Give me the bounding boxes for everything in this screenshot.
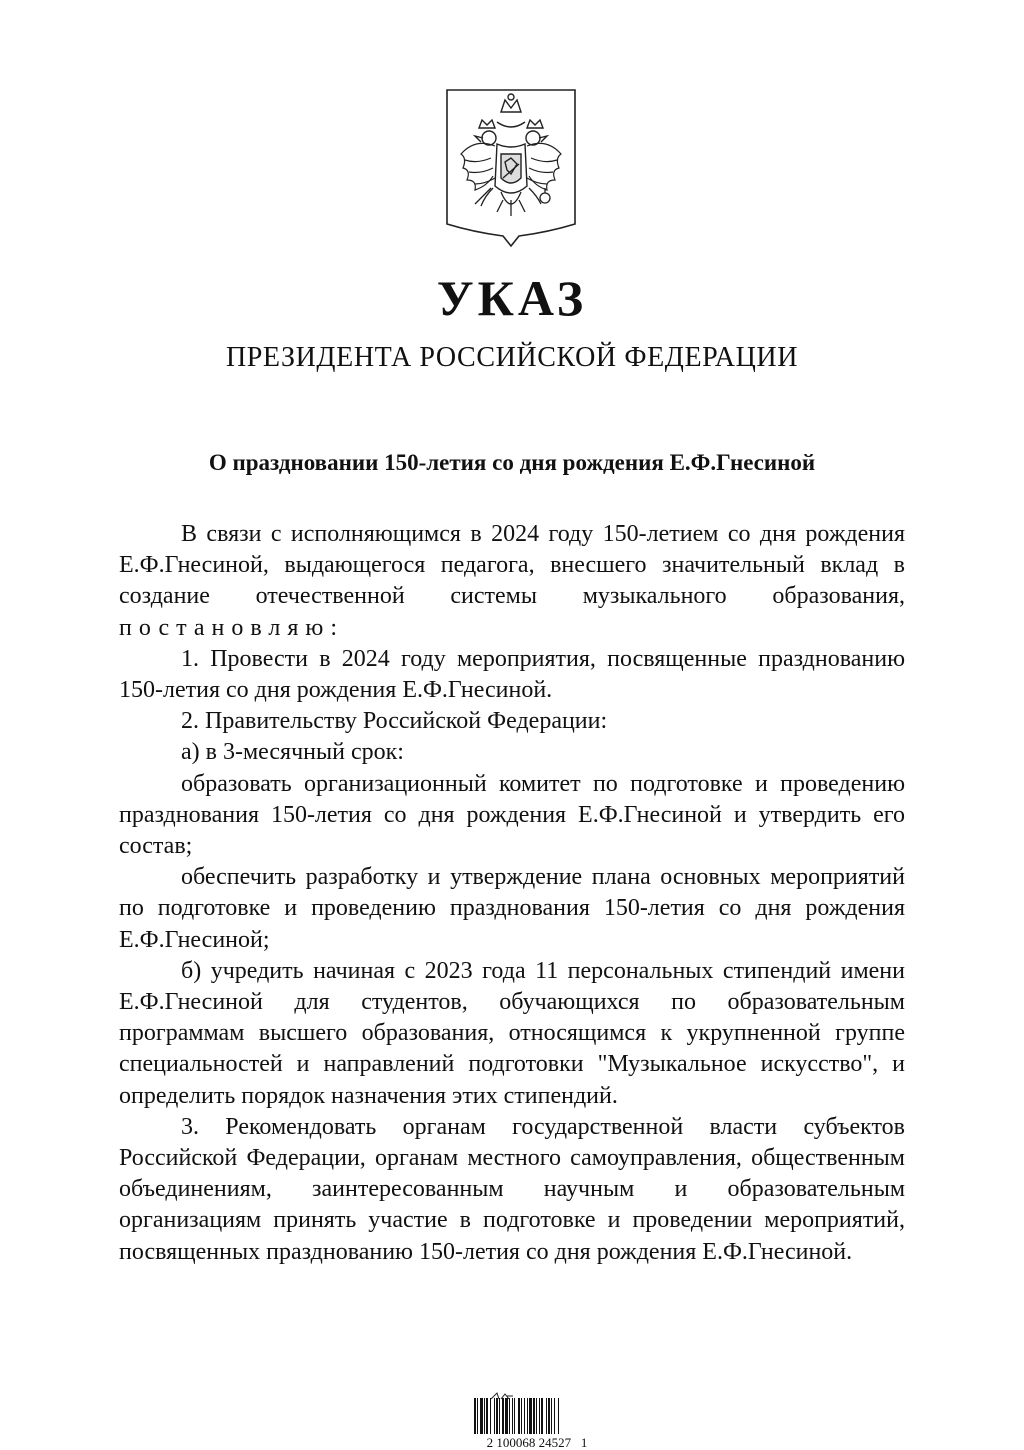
- document-title: УКАЗ: [436, 270, 588, 326]
- paragraph-2a: а) в 3-месячный срок:: [181, 739, 404, 766]
- decree-heading: О праздновании 150-летия со дня рождения Е.Ф.Гнесиной: [208, 450, 816, 475]
- decree-word: постановляю:: [119, 614, 344, 641]
- barcode-icon: [472, 1398, 604, 1434]
- decree-body: [119, 519, 905, 1268]
- barcode-mark-icon: [487, 1388, 517, 1398]
- barcode-number: 2 100068 24527 1: [486, 1435, 588, 1450]
- paragraph-2b: б) учредить начиная с 2023 года 11 персональных стипендий имени Е.Ф.Гнесиной для студентов, обучающихся по образовательным программам высшего образования, относящимся к укрупненной группе специальностей и направлений подготовки "Музыкальное искусство", и определить порядок назначения этих стипендий.: [119, 957, 905, 1109]
- coat-of-arms-icon: [445, 88, 577, 248]
- paragraph-2: 2. Правительству Российской Федерации:: [181, 708, 608, 735]
- document-subtitle: ПРЕЗИДЕНТА РОССИЙСКОЙ ФЕДЕРАЦИИ: [225, 342, 799, 373]
- intro-paragraph: [119, 519, 905, 644]
- paragraph-1: 1. Провести в 2024 году мероприятия, посвященные празднованию 150-летия со дня рождения Е.Ф.Гнесиной.: [119, 645, 905, 704]
- paragraph-2a-item-2: обеспечить разработку и утверждение плана основных мероприятий по подготовке и проведению празднования 150-летия со дня рождения Е.Ф.Гнесиной;: [119, 864, 905, 953]
- intro-text: В связи с исполняющимся в 2024 году 150-летием со дня рождения Е.Ф.Гнесиной, выдающегося педагога, внесшего значительный вклад в создание отечественной системы музыкального образования,: [119, 521, 905, 610]
- paragraph-3: 3. Рекомендовать органам государственной власти субъектов Российской Федерации, органам местного самоуправления, общественным объединениям, заинтересованным научным и образовательным организациям принять участие в подготовке и проведении мероприятий, посвященных празднованию 150-летия со дня рождения Е.Ф.Гнесиной.: [119, 1113, 905, 1265]
- paragraph-2a-item-1: образовать организационный комитет по подготовке и проведению празднования 150-летия со дня рождения Е.Ф.Гнесиной и утвердить его состав;: [119, 770, 905, 860]
